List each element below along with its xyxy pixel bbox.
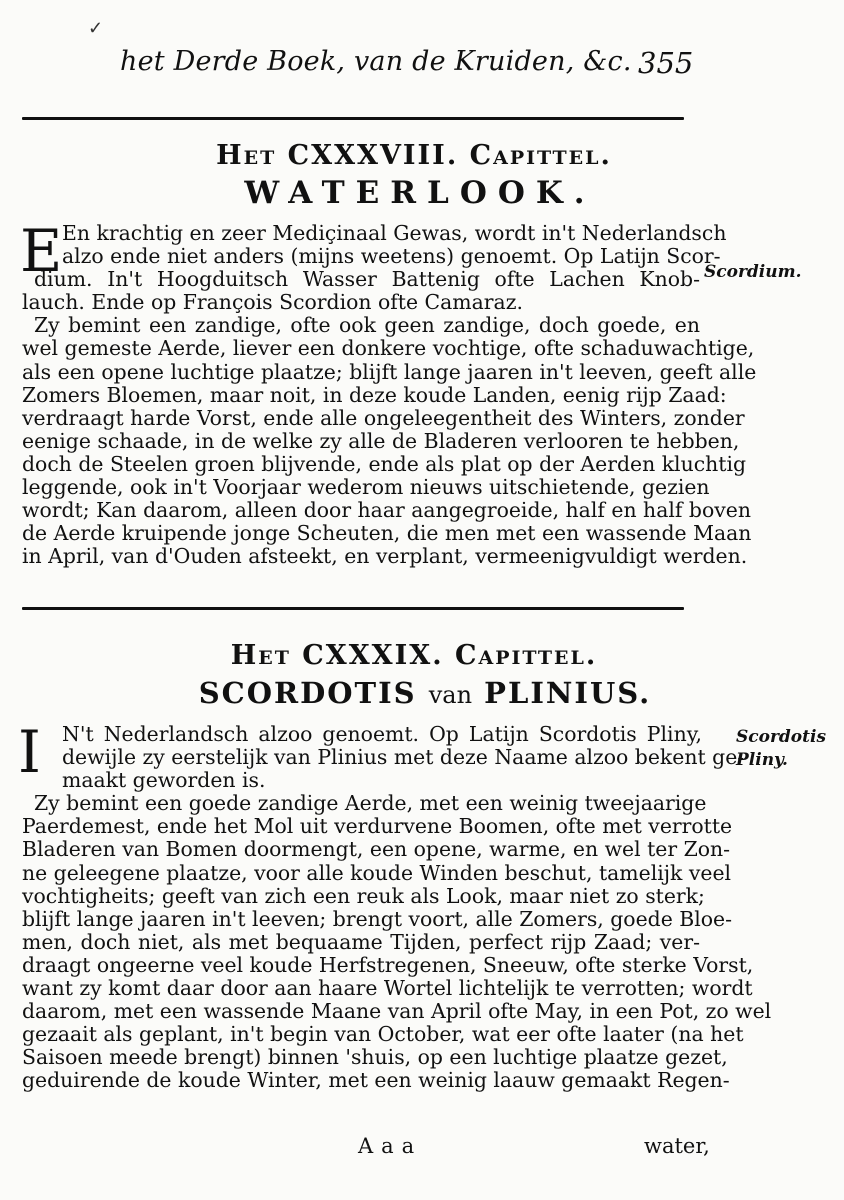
text-line: vochtigheits; geeft van zich een reuk als Look, maar niet zo sterk;: [22, 883, 705, 908]
corner-mark: ✓: [88, 18, 104, 39]
text-line: leggende, ook in't Voorjaar wederom nieuws uitschietende, gezien: [22, 475, 710, 500]
text-line: En krachtig en zeer Mediçinaal Gewas, wordt in't Nederlandsch: [62, 221, 727, 245]
section-rule: [22, 117, 684, 120]
text-line: Saisoen meede brengt) binnen 'shuis, op een luchtige plaatze gezet,: [22, 1045, 728, 1070]
text-line: maakt geworden is.: [62, 768, 266, 793]
text-line: lauch. Ende op François Scordion ofte Camaraz.: [22, 290, 523, 315]
text-line: verdraagt harde Vorst, ende alle ongeleegentheit des Winters, zonder: [22, 405, 745, 430]
text-line: Bladeren van Bomen doormengt, een opene, warme, en wel ter Zon-: [22, 837, 731, 862]
text-line: men, doch niet, als met bequaame Tijden, perfect rijp Zaad; ver-: [22, 929, 700, 954]
text-line: Zy bemint een goede zandige Aerde, met een weinig tweejaarige: [34, 791, 707, 816]
signature-mark: Aaa: [358, 1134, 423, 1158]
text-line: als een opene luchtige plaatze; blijft lange jaaren in't leeven, geeft alle: [22, 359, 757, 384]
text-line: in April, van d'Ouden afsteekt, en verplant, vermeenigvuldigt werden.: [22, 544, 748, 569]
text-line: Zomers Bloemen, maar noit, in deze koude Landen, eenig rijp Zaad:: [22, 382, 727, 407]
text-line: dewijle zy eerstelijk van Plinius met deze Naame alzoo bekent ge-: [62, 745, 745, 770]
drop-cap: I: [18, 718, 41, 786]
text-line: daarom, met een wassende Maane van April ofte May, in een Pot, zo wel: [22, 999, 772, 1024]
text-line: want zy komt daar door aan haare Wortel lichtelijk te verrotten; wordt: [22, 976, 753, 1001]
chapter-title: [0, 676, 844, 710]
text-line: wordt; Kan daarom, alleen door haar aangegroeide, half en half boven: [22, 498, 751, 523]
margin-note-line: Pliny.: [736, 750, 788, 770]
margin-note: [736, 726, 826, 772]
text-line: N't Nederlandsch alzoo genoemt. Op Latijn Scordotis Pliny,: [62, 722, 702, 746]
running-head: het Derde Boek, van de Kruiden, &c.: [120, 46, 632, 77]
text-line: geduirende de koude Winter, met een weinig laauw gemaakt Regen-: [22, 1068, 730, 1093]
text-line: ne geleegene plaatze, voor alle koude Winden beschut, tamelijk veel: [22, 860, 732, 885]
title-main: SCORDOTIS: [198, 676, 417, 710]
chapter-text: [20, 217, 757, 569]
drop-cap: E: [20, 217, 63, 285]
text-line: Zy bemint een zandige, ofte ook geen zandige, doch goede, en: [34, 313, 700, 338]
text-line: blijft lange jaaren in't leeven; brengt voort, alle Zomers, goede Bloe-: [22, 906, 732, 931]
chapter-heading: Het CXXXVIII. Capittel.: [216, 140, 612, 171]
margin-note: Scordium.: [704, 262, 802, 282]
section-rule: [22, 607, 684, 610]
text-line: doch de Steelen groen blijvende, ende als plat op der Aerden kluchtig: [22, 451, 747, 476]
chapter-heading: Het CXXXIX. Capittel.: [230, 640, 598, 671]
text-line: de Aerde kruipende jonge Scheuten, die men met een wassende Maan: [22, 521, 752, 546]
margin-note-line: Scordotis: [736, 727, 827, 747]
text-line: dium. In't Hoogduitsch Wasser Battenig ofte Lachen Knob-: [34, 267, 700, 292]
text-line: gezaait als geplant, in't begin van October, wat eer ofte laater (na het: [22, 1022, 744, 1047]
text-line: Paerdemest, ende het Mol uit verdurvene Boomen, ofte met verrotte: [22, 814, 733, 839]
text-line: eenige schaade, in de welke zy alle de Bladeren verlooren te hebben,: [22, 428, 740, 453]
title-mid: van: [428, 681, 473, 709]
chapter-title: WATERLOOK.: [244, 175, 596, 211]
catchword: water,: [644, 1134, 710, 1158]
chapter-text: [22, 722, 772, 1093]
title-end: PLINIUS.: [484, 676, 652, 710]
text-line: alzo ende niet anders (mijns weetens) genoemt. Op Latijn Scor-: [62, 244, 721, 269]
text-line: wel gemeste Aerde, liever een donkere vochtige, ofte schaduwachtige,: [22, 336, 755, 361]
page-number: 355: [638, 46, 694, 80]
text-line: draagt ongeerne veel koude Herfstregenen, Sneeuw, ofte sterke Vorst,: [22, 952, 754, 977]
